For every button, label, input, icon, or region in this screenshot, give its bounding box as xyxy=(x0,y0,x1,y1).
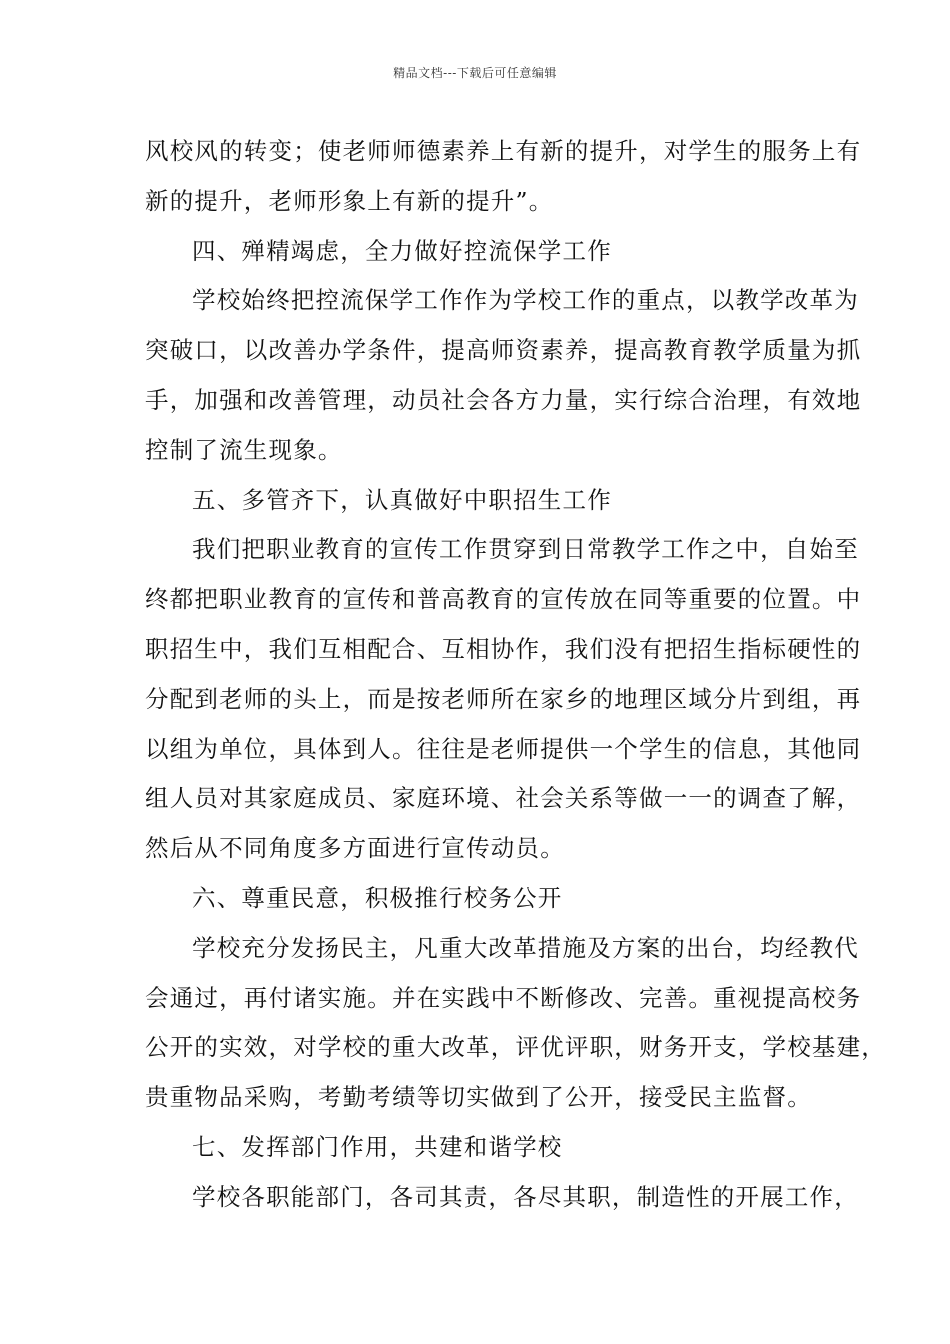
body-line: 学校始终把控流保学工作作为学校工作的重点，以教学改革为 xyxy=(192,286,859,315)
body-line: 职招生中，我们互相配合、互相协作，我们没有把招生指标硬性的 xyxy=(145,634,862,663)
section-heading: 六、尊重民意，积极推行校务公开 xyxy=(192,883,563,912)
body-line: 终都把职业教育的宣传和普高教育的宣传放在同等重要的位置。中 xyxy=(145,585,862,614)
body-line: 我们把职业教育的宣传工作贯穿到日常教学工作之中，自始至 xyxy=(192,535,859,564)
section-heading: 四、殚精竭虑，全力做好控流保学工作 xyxy=(192,236,612,265)
body-line: 学校充分发扬民主，凡重大改革措施及方案的出台，均经教代 xyxy=(192,933,859,962)
section-heading: 五、多管齐下，认真做好中职招生工作 xyxy=(192,485,612,514)
body-line: 手，加强和改善管理，动员社会各方力量，实行综合治理，有效地 xyxy=(145,385,862,414)
section-heading: 七、发挥部门作用，共建和谐学校 xyxy=(192,1132,563,1161)
body-line: 贵重物品采购，考勤考绩等切实做到了公开，接受民主监督。 xyxy=(145,1083,812,1112)
body-line: 会通过，再付诸实施。并在实践中不断修改、完善。重视提高校务 xyxy=(145,983,862,1012)
body-line: 新的提升，老师形象上有新的提升”。 xyxy=(145,186,554,215)
body-line: 突破口，以改善办学条件，提高师资素养，提高教育教学质量为抓 xyxy=(145,336,862,365)
document-body xyxy=(145,127,886,1223)
body-line: 以组为单位，具体到人。往往是老师提供一个学生的信息，其他同 xyxy=(145,734,862,763)
body-line: 学校各职能部门，各司其责，各尽其职，制造性的开展工作， xyxy=(192,1182,859,1211)
body-line: 风校风的转变；使老师师德素养上有新的提升，对学生的服务上有 xyxy=(145,137,862,165)
page-header: 精品文档---下载后可任意编辑 xyxy=(393,66,557,80)
body-line: 组人员对其家庭成员、家庭环境、社会关系等做一一的调查了解， xyxy=(145,784,862,813)
body-line: 控制了流生现象。 xyxy=(145,435,343,464)
body-line: 然后从不同角度多方面进行宣传动员。 xyxy=(145,834,565,863)
body-line: 分配到老师的头上，而是按老师所在家乡的地理区域分片到组，再 xyxy=(145,684,862,713)
body-line: 公开的实效，对学校的重大改革，评优评职，财务开支，学校基建， xyxy=(145,1033,886,1062)
